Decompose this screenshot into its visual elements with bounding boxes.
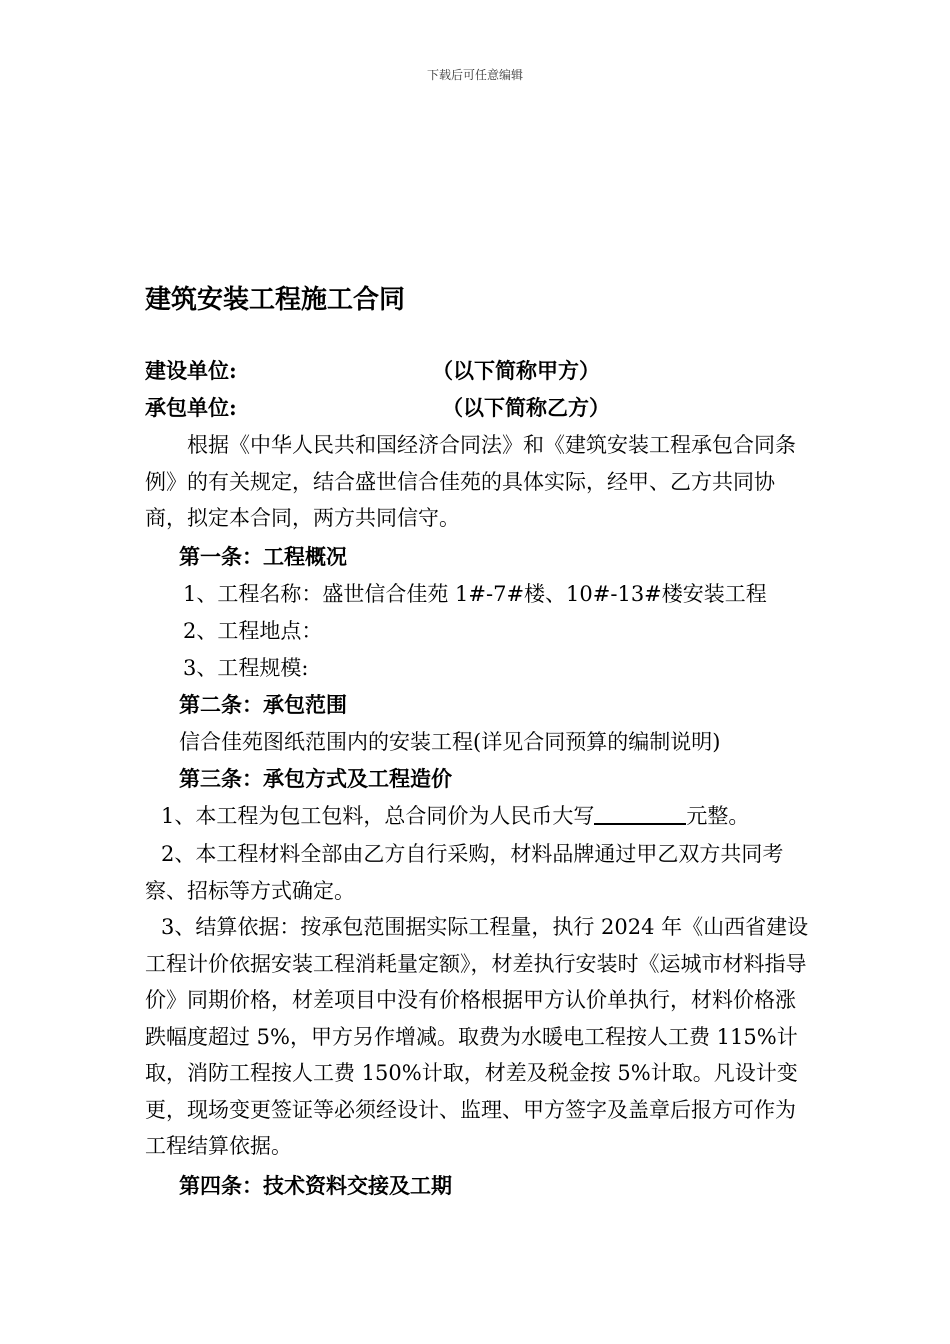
- article2-text: 信合佳苑图纸范围内的安装工程(详见合同预算的编制说明): [179, 730, 721, 754]
- article1-heading: 第一条：工程概况: [179, 544, 347, 569]
- party-a-suffix: （以下简称甲方）: [432, 358, 600, 383]
- intro-paragraph: 根据《中华人民共和国经济合同法》和《建筑安装工程承包合同条例》的有关规定，结合盛世信合佳苑的具体实际，经甲、乙方共同协商，拟定本合同，两方共同信守。: [145, 433, 796, 530]
- article3-item1: [161, 798, 749, 834]
- article3-item2: 2、本工程材料全部由乙方自行采购，材料品牌通过甲乙双方共同考察、招标等方式确定。: [145, 842, 784, 903]
- header-note: 下载后可任意编辑: [426, 68, 523, 82]
- article2-heading: 第二条：承包范围: [179, 692, 347, 717]
- article1-item1: 1、工程名称：盛世信合佳苑 1#-7#楼、10#-13#楼安装工程: [183, 582, 767, 606]
- article3-item1-prefix: 1、本工程为包工包料，总合同价为人民币大写: [161, 804, 595, 828]
- party-b-label: 承包单位:: [145, 395, 237, 420]
- article1-item3: 3、工程规模:: [183, 656, 309, 680]
- contract-price-blank: [594, 801, 686, 825]
- party-b-suffix: （以下简称乙方）: [442, 395, 610, 420]
- article3-heading: 第三条：承包方式及工程造价: [179, 766, 452, 791]
- document-title: 建筑安装工程施工合同: [145, 285, 406, 315]
- party-a-label: 建设单位:: [145, 358, 237, 383]
- article1-item2: 2、工程地点：: [183, 619, 323, 643]
- article3-item1-suffix: 元整。: [686, 804, 750, 828]
- article3-item3: 3、结算依据：按承包范围据实际工程量，执行 2024 年《山西省建设工程计价依据安装工程消耗量定额》，材差执行安装时《运城市材料指导价》同期价格，材差项目中没有价格根据甲方认价单执行，材料价格涨跌幅度超过 5%，甲方另作增减。取费为水暖电工程按人工费 115%计取，消防工程按人工费 150%计取，材差及税金按 5%计取。凡设计变更，现场变更签证等必须经设计、监理、甲方签字及盖章后报方可作为工程结算依据。: [145, 915, 809, 1158]
- article4-heading: 第四条：技术资料交接及工期: [179, 1173, 452, 1198]
